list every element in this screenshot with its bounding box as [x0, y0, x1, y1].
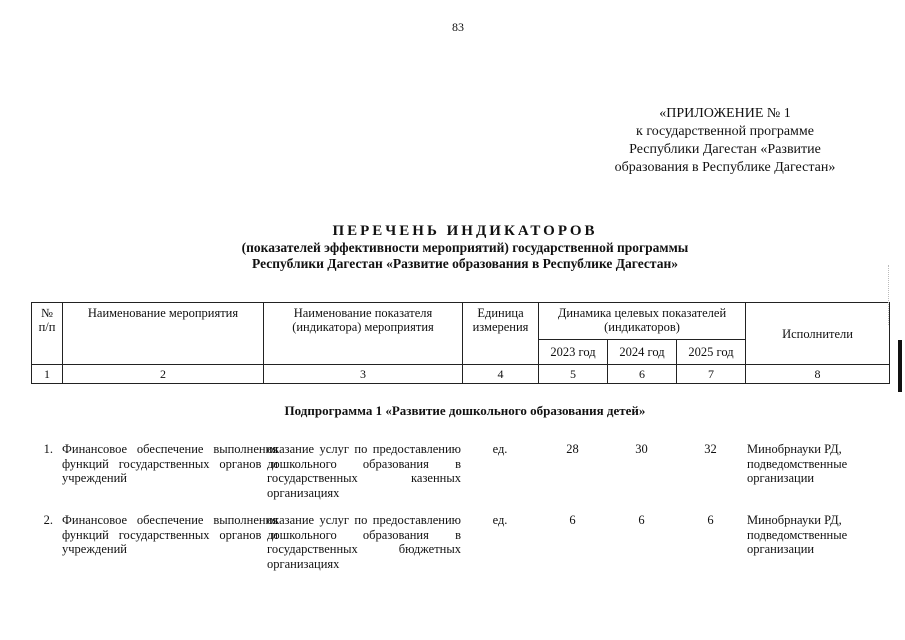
indicators-table	[31, 302, 890, 384]
header-year-2025: 2025 год	[677, 340, 746, 365]
row-number: 2.	[43, 513, 53, 527]
row-activity: Финансовое обеспечение выполнения функций государственных органов и учреждений	[62, 513, 278, 556]
page-number: 83	[452, 20, 464, 34]
header-indicator: Наименование показателя (индикатора) мероприятия	[264, 303, 463, 365]
row-value-2025: 6	[707, 513, 714, 527]
appendix-line-3: Республики Дагестан «Развитие	[629, 142, 821, 157]
row-indicator: оказание услуг по предоставлению дошкольного образования в государственных бюджетных организациях	[267, 513, 461, 571]
scan-edge-artifact	[888, 265, 899, 325]
header-activity: Наименование мероприятия	[63, 303, 264, 365]
document-subtitle: (показателей эффективности мероприятий) государственной программы Республики Дагестан «Развитие образования в Республике Дагестан»	[241, 240, 689, 271]
subprogram-heading: Подпрограмма 1 «Развитие дошкольного образования детей»	[284, 403, 646, 418]
scan-edge-mark	[898, 340, 902, 392]
header-executors: Исполнители	[746, 303, 890, 365]
row-value-2024: 30	[635, 442, 648, 456]
column-number: 2	[63, 365, 264, 384]
column-number: 8	[746, 365, 890, 384]
row-value-2024: 6	[638, 513, 645, 527]
column-number: 7	[677, 365, 746, 384]
header-num: № п/п	[32, 303, 63, 365]
row-executors: Минобрнауки РД, подведомственные организации	[747, 513, 848, 556]
column-number: 4	[463, 365, 539, 384]
column-number: 1	[32, 365, 63, 384]
row-activity: Финансовое обеспечение выполнения функций государственных органов и учреждений	[62, 442, 278, 485]
header-year-2024: 2024 год	[608, 340, 677, 365]
appendix-line-2: к государственной программе	[636, 124, 814, 139]
appendix-note	[580, 105, 870, 177]
row-unit: ед.	[492, 442, 508, 456]
column-number: 3	[264, 365, 463, 384]
row-value-2023: 28	[566, 442, 579, 456]
title-block	[160, 222, 770, 272]
column-numbers-row	[32, 365, 890, 384]
column-number: 5	[539, 365, 608, 384]
row-executors: Минобрнауки РД, подведомственные организации	[747, 442, 848, 485]
column-number: 6	[608, 365, 677, 384]
header-unit: Единица измерения	[463, 303, 539, 365]
header-row	[32, 303, 890, 340]
row-indicator: оказание услуг по предоставлению дошкольного образования в государственных казенных организациях	[267, 442, 461, 500]
document-title: ПЕРЕЧЕНЬ ИНДИКАТОРОВ	[332, 223, 598, 239]
header-dynamics: Динамика целевых показателей (индикаторов)	[539, 303, 746, 340]
row-value-2023: 6	[569, 513, 576, 527]
header-year-2023: 2023 год	[539, 340, 608, 365]
row-unit: ед.	[492, 513, 508, 527]
row-number: 1.	[43, 442, 53, 456]
appendix-line-4: образования в Республике Дагестан»	[614, 160, 836, 175]
appendix-line-1: «ПРИЛОЖЕНИЕ № 1	[659, 106, 791, 121]
row-value-2025: 32	[704, 442, 717, 456]
